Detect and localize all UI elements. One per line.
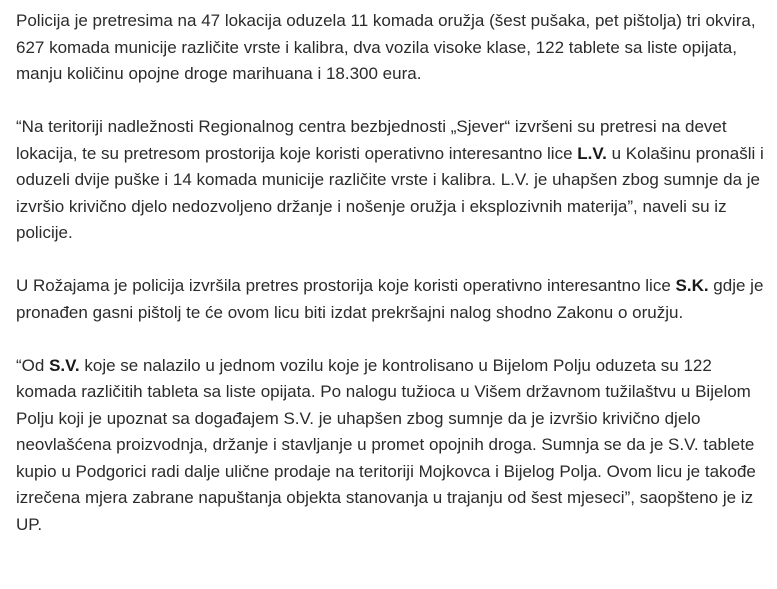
paragraph-text-before: “Na teritoriji nadležnosti Regionalnog centra bezbjednosti „Sjever“ izvršeni su pretresi na devet lokacija, te su pretresom prostorija koje koristi operativno interesantno lice [16,117,727,163]
paragraph-text-before: U Rožajama je policija izvršila pretres prostorija koje koristi operativno interesantno lice [16,276,676,295]
paragraph-text-before: “Od [16,355,50,375]
paragraph-text: Policija je pretresima na 47 lokacija oduzela 11 komada oružja (šest pušaka, pet pištolja) tri okvira, 627 komada municije različite vrste i kalibra, dva vozila visoke klase, 122 tablete sa liste opijata, manju količinu opojne droge marihuana i 18.300 eura. [16,11,756,83]
paragraph-kolasin-quote [16,114,769,247]
suspect-initials-lv: L.V. [577,143,607,163]
paragraph-text-after: koje se nalazilo u jednom vozilu koje je kontrolisano u Bijelom Polju oduzeta su 122 komada različitih tableta sa liste opijata. Po nalogu tužioca u Višem državnom tužilaštvu u Bijelom Polju koji je upoznat sa događajem S.V. je uhapšen zbog sumnje da je izvršio krivično djelo neovlašćena proizvodnja, držanje i stavljanje u promet opojnih droga. Sumnja se da je S.V. tablete kupio u Podgorici radi dalje ulične prodaje na teritoriji Mojkovca i Bijelog Polja. Ovom licu je takođe izrečena mjera zabrane napuštanja objekta stanovanja u trajanju od šest mjeseci”, saopšteno je iz UP. [16,355,756,534]
paragraph-seizure-summary [16,8,769,88]
suspect-initials-sv: S.V. [49,355,80,375]
paragraph-text-after: u Kolašinu pronašli i oduzeli dvije puške i 14 komada municije različite vrste i kalibra. L.V. je uhapšen zbog sumnje da je izvršio krivično djelo nedozvoljeno držanje i nošenje oružja i eksplozivnih materija”, naveli su iz policije. [16,143,764,242]
suspect-initials-sk: S.K. [675,276,709,295]
paragraph-bijelo-polje-quote [16,353,769,539]
paragraph-text-after: gdje je pronađen gasni pištolj te će ovom licu biti izdat prekršajni nalog shodno Zakonu o oružju. [16,276,764,322]
paragraph-rozaje [16,273,769,326]
